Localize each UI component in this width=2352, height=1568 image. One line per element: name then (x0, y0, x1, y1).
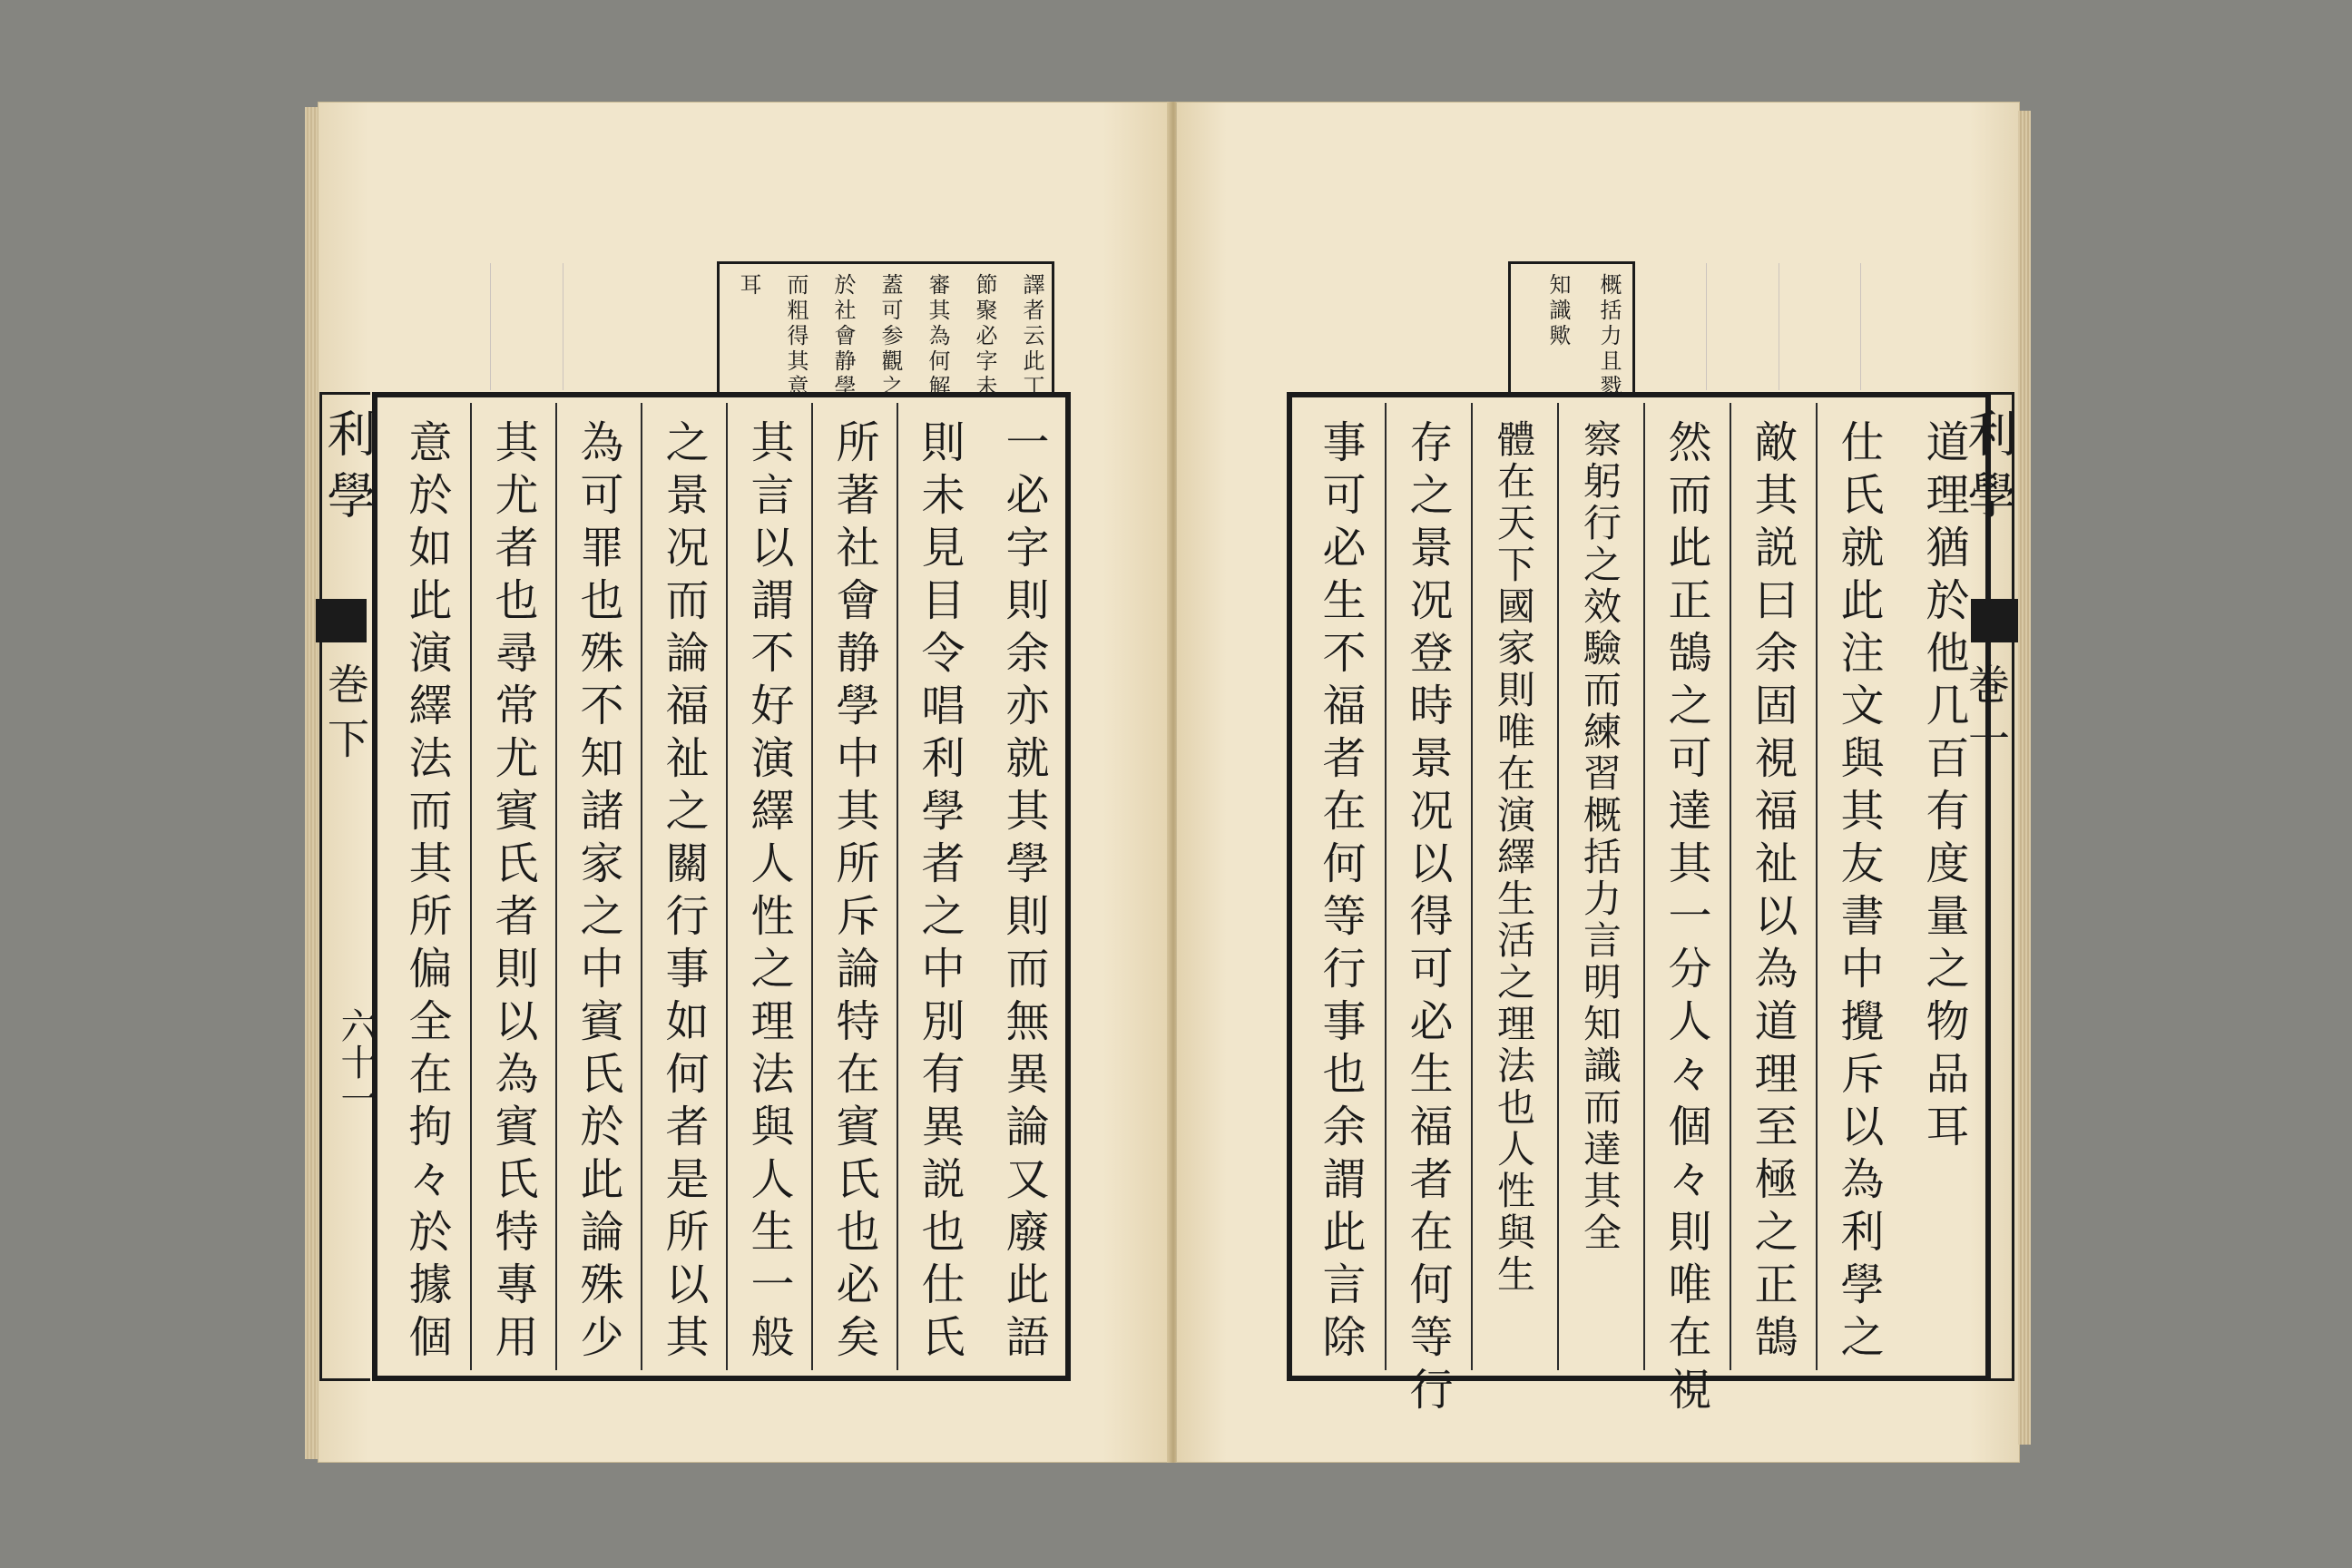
text-column: 意於如此演繹法而其所偏全在拘々於據個 (401, 419, 452, 1367)
text-column: 其尤者也尋常尤賓氏者則以為賓氏特專用 (470, 403, 554, 1370)
annotation-line: 耳 (736, 273, 761, 299)
annotation-line: 於社會静學 (830, 273, 856, 400)
text-column: 仕氏就此注文與其友書中攪斥以為利學之 (1816, 403, 1899, 1370)
right-annotation-box (1508, 261, 1635, 400)
right-margin-title: 利學 (1960, 408, 2017, 532)
right-margin-frame (1962, 392, 2014, 1381)
text-column: 為可罪也殊不知諸家之中賓氏於此論殊少 (555, 403, 639, 1370)
fishtail-mark (1971, 599, 2018, 642)
annotation-line: 譯者云此丁 (1019, 273, 1044, 400)
bleed-through-line (563, 263, 564, 390)
text-column: 體在天下國家則唯在演繹生活之理法也人性與生 (1471, 403, 1554, 1370)
bleed-through-line (490, 263, 491, 390)
page-edge-right (2018, 111, 2031, 1445)
text-column: 其言以謂不好演繹人性之理法與人生一般 (726, 403, 809, 1370)
text-column: 道理猶於他几百有度量之物品耳 (1918, 419, 1969, 1156)
left-annotation-box (717, 261, 1054, 400)
annotation-line: 知識歟 (1545, 273, 1571, 349)
text-column: 然而此正鵠之可達其一分人々個々則唯在視 (1643, 403, 1727, 1370)
text-column: 事可必生不福者在何等行事也余謂此言除 (1315, 419, 1366, 1367)
text-column: 察躬行之效驗而練習概括力言明知識而達其全 (1557, 403, 1641, 1370)
bleed-through-line (1860, 263, 1861, 390)
text-column: 所著社會静學中其所斥論特在賓氏也必矣 (811, 403, 895, 1370)
bleed-through-line (1706, 263, 1707, 390)
annotation-line: 審其為何解 (925, 273, 950, 400)
text-column: 敵其説曰余固視福祉以為道理至極之正鵠 (1730, 403, 1813, 1370)
annotation-line: 概括力且戮 (1596, 273, 1622, 400)
left-page-number: 六十一 (335, 1007, 377, 1116)
text-column: 存之景况登時景况以得可必生福者在何等行 (1385, 403, 1468, 1370)
text-column: 則未見目令唱利學者之中別有異説也仕氏 (897, 403, 980, 1370)
left-text-frame (372, 392, 1071, 1381)
left-margin-volume: 巻下 (321, 662, 370, 771)
annotation-line: 而粗得其意 (783, 273, 808, 400)
annotation-line: 節聚必字未 (972, 273, 997, 400)
text-column: 之景况而論福祉之關行事如何者是所以其 (641, 403, 724, 1370)
left-margin-frame (319, 392, 377, 1381)
right-text-frame (1287, 392, 1991, 1419)
text-column: 一必字則余亦就其學則而無異論又廢此語 (998, 419, 1049, 1367)
left-margin-title: 利學 (319, 408, 377, 532)
right-margin-volume: 巻一 (1962, 662, 2011, 771)
annotation-line: 蓋可参觀之 (877, 273, 903, 400)
